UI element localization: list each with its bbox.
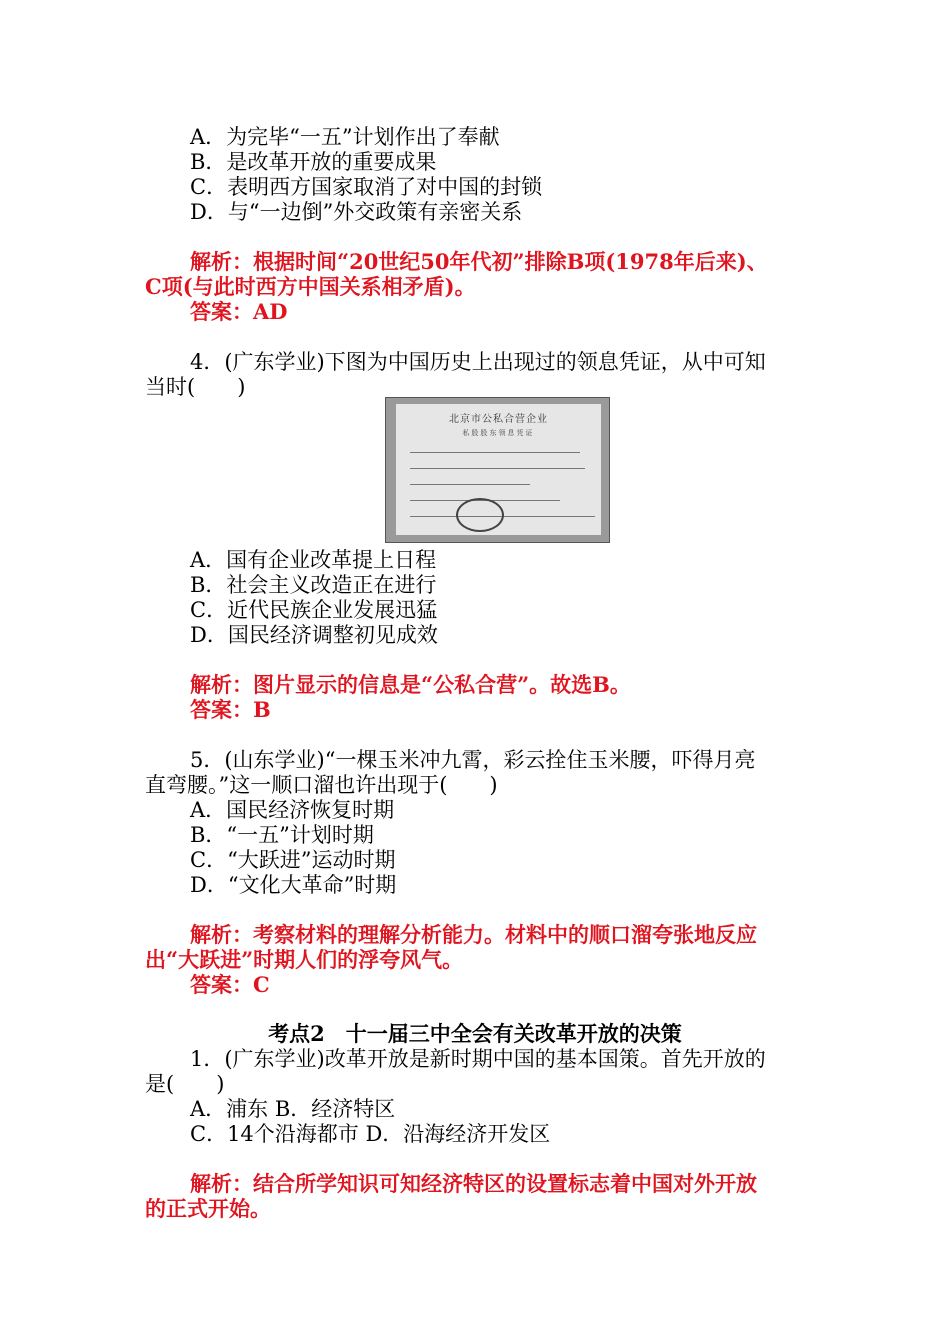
answer-value: AD bbox=[253, 299, 288, 324]
question-5-stem: 5．(山东学业)“一棵玉米冲九霄，彩云拴住玉米腰，吓得月亮 bbox=[190, 748, 756, 772]
analysis-text: 结合所学知识可知经济特区的设置标志着中国对外开放 bbox=[253, 1171, 757, 1196]
option-d: D．国民经济调整初见成效 bbox=[190, 623, 438, 647]
analysis-line bbox=[190, 672, 631, 698]
option-a: A．国民经济恢复时期 bbox=[190, 798, 395, 822]
answer-label: 答案： bbox=[190, 697, 253, 722]
option-c: C．表明西方国家取消了对中国的封锁 bbox=[190, 175, 543, 199]
dividend-certificate-image bbox=[385, 397, 610, 543]
answer-label: 答案： bbox=[190, 972, 253, 997]
analysis-text: 根据时间“20世纪50年代初”排除B项(1978年后来)、 bbox=[253, 249, 768, 274]
option-c: C．“大跃进”运动时期 bbox=[190, 848, 396, 872]
option-b: B．社会主义改造正在进行 bbox=[190, 573, 437, 597]
option-c-d: C．14个沿海都市 D．沿海经济开发区 bbox=[190, 1122, 551, 1146]
analysis-continuation: 出“大跃进”时期人们的浮夸风气。 bbox=[145, 947, 464, 972]
analysis-label: 解析： bbox=[190, 1171, 253, 1196]
analysis-line bbox=[190, 922, 757, 948]
answer-value: B bbox=[253, 697, 271, 722]
analysis-continuation: C项(与此时西方中国关系相矛盾)。 bbox=[145, 274, 476, 299]
question-1-stem-continuation: 是( ) bbox=[145, 1072, 225, 1096]
analysis-label: 解析： bbox=[190, 672, 253, 697]
analysis-label: 解析： bbox=[190, 922, 253, 947]
section-heading: 考点2 十一届三中全会有关改革开放的决策 bbox=[268, 1021, 682, 1046]
certificate-paper bbox=[396, 404, 601, 535]
certificate-rule bbox=[410, 452, 580, 453]
question-4-stem: 4．(广东学业)下图为中国历史上出现过的领息凭证，从中可知 bbox=[190, 350, 766, 374]
analysis-text: 考察材料的理解分析能力。材料中的顺口溜夸张地反应 bbox=[253, 922, 757, 947]
seal-stamp bbox=[456, 498, 504, 532]
question-4-stem-continuation: 当时( ) bbox=[145, 375, 246, 399]
question-1-stem: 1．(广东学业)改革开放是新时期中国的基本国策。首先开放的 bbox=[190, 1047, 766, 1071]
option-d: D．与“一边倒”外交政策有亲密关系 bbox=[190, 200, 523, 224]
analysis-continuation: 的正式开始。 bbox=[145, 1196, 271, 1221]
option-a: A．为完毕“一五”计划作出了奉献 bbox=[190, 125, 500, 149]
certificate-rule bbox=[410, 484, 530, 485]
answer-line bbox=[190, 697, 271, 723]
answer-label: 答案： bbox=[190, 299, 253, 324]
analysis-line bbox=[190, 1171, 757, 1197]
answer-value: C bbox=[253, 972, 270, 997]
answer-line bbox=[190, 972, 270, 998]
certificate-title: 北京市公私合营企业 bbox=[449, 414, 548, 425]
certificate-rule bbox=[410, 468, 585, 469]
option-d: D．“文化大革命”时期 bbox=[190, 873, 397, 897]
answer-line bbox=[190, 299, 288, 325]
option-b: B．是改革开放的重要成果 bbox=[190, 150, 437, 174]
option-b: B．“一五”计划时期 bbox=[190, 823, 374, 847]
option-a: A．国有企业改革提上日程 bbox=[190, 548, 437, 572]
question-5-stem-continuation: 直弯腰。”这一顺口溜也许出现于( ) bbox=[145, 773, 498, 797]
option-a-b: A．浦东 B．经济特区 bbox=[190, 1097, 396, 1121]
option-c: C．近代民族企业发展迅猛 bbox=[190, 598, 438, 622]
analysis-label: 解析： bbox=[190, 249, 253, 274]
certificate-subtitle: 私股股东领息凭证 bbox=[462, 429, 535, 437]
analysis-text: 图片显示的信息是“公私合营”。故选B。 bbox=[253, 672, 631, 697]
analysis-line bbox=[190, 249, 768, 275]
